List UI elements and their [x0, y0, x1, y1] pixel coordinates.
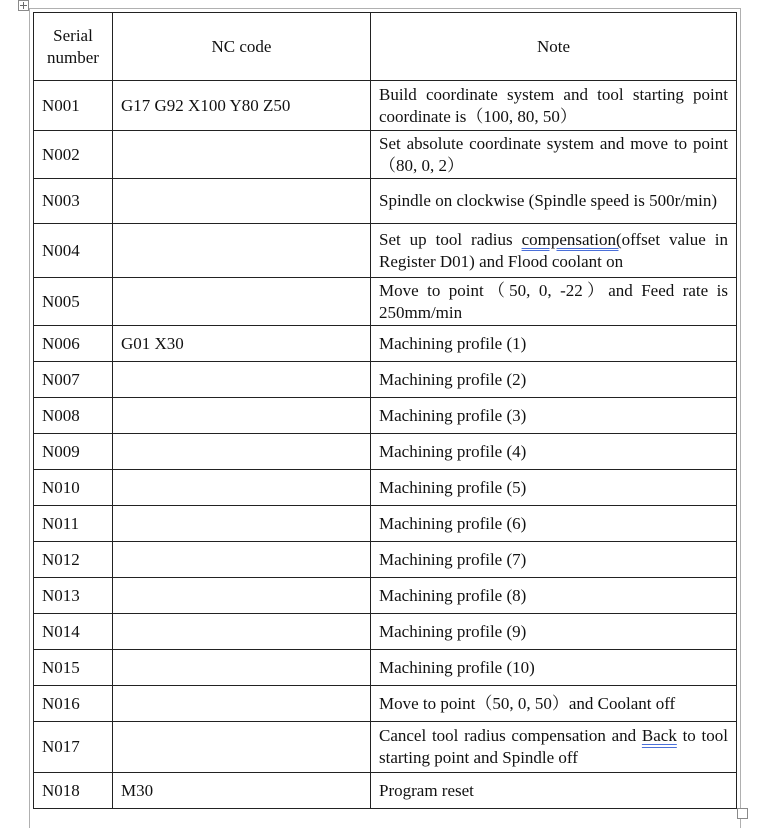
cell-code[interactable]: [113, 278, 371, 326]
cell-serial[interactable]: N002: [34, 131, 113, 179]
cell-serial[interactable]: N017: [34, 722, 113, 773]
note-text: Cancel tool radius compensation and: [379, 726, 642, 745]
table-row: [34, 434, 737, 470]
cell-note[interactable]: Machining profile (2): [371, 362, 737, 398]
cell-note[interactable]: Move to point（50, 0, -22）and Feed rate is 250mm/min: [371, 278, 737, 326]
cell-note[interactable]: [371, 722, 737, 773]
cell-code[interactable]: [113, 614, 371, 650]
table-row: [34, 131, 737, 179]
cell-note[interactable]: [371, 224, 737, 278]
page-margin-right: [740, 8, 741, 828]
cell-code[interactable]: [113, 362, 371, 398]
note-text: Set up tool radius: [379, 229, 522, 249]
table-row: [34, 398, 737, 434]
table-row: [34, 278, 737, 326]
nc-program-table: [33, 12, 737, 809]
cell-serial[interactable]: N010: [34, 470, 113, 506]
header-nc-code[interactable]: NC code: [113, 13, 371, 81]
cell-note[interactable]: Machining profile (7): [371, 542, 737, 578]
page-margin-left: [29, 8, 30, 828]
cell-serial[interactable]: N012: [34, 542, 113, 578]
cell-code[interactable]: [113, 224, 371, 278]
table-move-handle-icon[interactable]: [18, 0, 29, 11]
cell-note[interactable]: Move to point（50, 0, 50）and Coolant off: [371, 686, 737, 722]
cell-serial[interactable]: N016: [34, 686, 113, 722]
table-row: [34, 179, 737, 224]
table-header-row: [34, 13, 737, 81]
table-row: [34, 326, 737, 362]
cell-code[interactable]: [113, 470, 371, 506]
cell-serial[interactable]: N009: [34, 434, 113, 470]
cell-code[interactable]: [113, 131, 371, 179]
cell-code[interactable]: G17 G92 X100 Y80 Z50: [113, 81, 371, 131]
table-row: [34, 686, 737, 722]
page-margin-top: [29, 8, 741, 9]
header-serial-number[interactable]: Serial number: [34, 13, 113, 81]
table-row: [34, 614, 737, 650]
cell-code[interactable]: [113, 398, 371, 434]
header-note[interactable]: Note: [371, 13, 737, 81]
spellcheck-flagged-word[interactable]: compensation(: [521, 229, 622, 249]
cell-serial[interactable]: N001: [34, 81, 113, 131]
spellcheck-flagged-word[interactable]: Back: [641, 726, 677, 745]
cell-note[interactable]: Program reset: [371, 773, 737, 809]
cell-note[interactable]: Machining profile (5): [371, 470, 737, 506]
cell-serial[interactable]: N013: [34, 578, 113, 614]
cell-code[interactable]: [113, 434, 371, 470]
cell-serial[interactable]: N007: [34, 362, 113, 398]
cell-serial[interactable]: N008: [34, 398, 113, 434]
cell-note[interactable]: Machining profile (3): [371, 398, 737, 434]
cell-code[interactable]: [113, 686, 371, 722]
table-row: [34, 81, 737, 131]
note-text: offset value in Register D01) and Flood coolant on: [379, 229, 729, 271]
table-row: [34, 773, 737, 809]
cell-serial[interactable]: N018: [34, 773, 113, 809]
cell-serial[interactable]: N011: [34, 506, 113, 542]
cell-serial[interactable]: N005: [34, 278, 113, 326]
table-row: [34, 362, 737, 398]
cell-serial[interactable]: N014: [34, 614, 113, 650]
cell-serial[interactable]: N004: [34, 224, 113, 278]
table-row: [34, 722, 737, 773]
table-resize-handle-icon[interactable]: [737, 808, 748, 819]
cell-serial[interactable]: N003: [34, 179, 113, 224]
table-row: [34, 470, 737, 506]
table-row: [34, 578, 737, 614]
cell-note[interactable]: Machining profile (8): [371, 578, 737, 614]
cell-code[interactable]: [113, 506, 371, 542]
table-row: [34, 650, 737, 686]
table-row: [34, 506, 737, 542]
cell-note[interactable]: Set absolute coordinate system and move to point（80, 0, 2）: [371, 131, 737, 179]
cell-note[interactable]: Spindle on clockwise (Spindle speed is 500r/min): [371, 179, 737, 224]
cell-note[interactable]: Build coordinate system and tool starting point coordinate is（100, 80, 50）: [371, 81, 737, 131]
cell-note[interactable]: Machining profile (1): [371, 326, 737, 362]
cell-code[interactable]: [113, 179, 371, 224]
cell-serial[interactable]: N006: [34, 326, 113, 362]
cell-note[interactable]: Machining profile (9): [371, 614, 737, 650]
cell-code[interactable]: G01 X30: [113, 326, 371, 362]
cell-code[interactable]: [113, 722, 371, 773]
cell-serial[interactable]: N015: [34, 650, 113, 686]
cell-note[interactable]: Machining profile (10): [371, 650, 737, 686]
cell-code[interactable]: [113, 578, 371, 614]
cell-code[interactable]: M30: [113, 773, 371, 809]
cell-code[interactable]: [113, 650, 371, 686]
note-text: to tool starting point and Spindle off: [379, 726, 728, 767]
cell-note[interactable]: Machining profile (4): [371, 434, 737, 470]
cell-code[interactable]: [113, 542, 371, 578]
cell-note[interactable]: Machining profile (6): [371, 506, 737, 542]
table-row: [34, 224, 737, 278]
table-row: [34, 542, 737, 578]
